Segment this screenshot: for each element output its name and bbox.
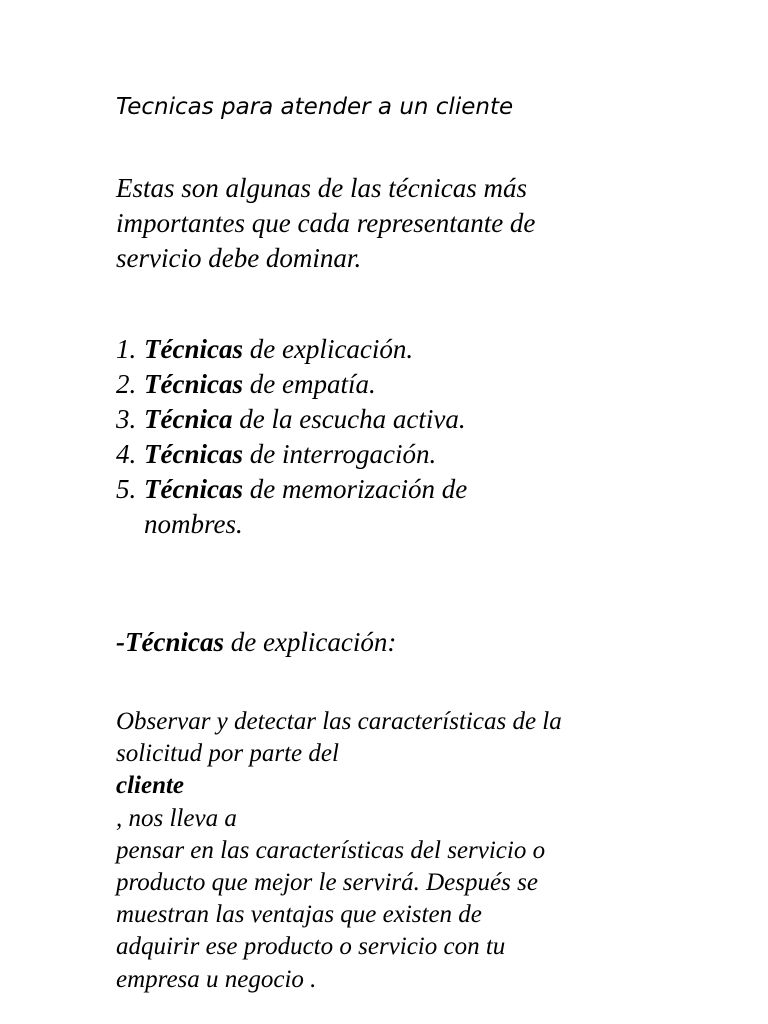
paragraph-line: muestran las ventajas que existen de [116,901,482,929]
list-number: 3. [116,404,137,434]
paragraph-text: solicitud por parte del [116,740,339,768]
list-item-text: de memorización de [242,474,468,504]
paragraph-text: , nos lleva a [116,804,237,832]
document-title: Tecnicas para atender a un cliente [116,94,514,120]
paragraph-line: pensar en las características del servicio o [116,836,546,864]
list-item [116,437,467,472]
paragraph-line: Observar y detectar las características de la [116,708,562,735]
list-item-bold: Técnica [144,404,233,434]
section-heading-bold: -Técnicas [116,627,224,657]
list-item-text: de interrogación. [242,439,437,469]
list-item-text: de la escucha activa. [232,404,466,434]
list-item [116,367,467,402]
list-item-bold: Técnicas [144,334,243,364]
list-item-bold: Técnicas [144,439,243,469]
list-number: 5. [116,474,137,504]
section-heading-text: de explicación: [223,627,397,657]
intro-line: servicio debe dominar. [116,243,362,273]
list-item-text: de explicación. [242,334,414,364]
list-item-bold: Técnicas [144,369,243,399]
techniques-list [116,332,467,542]
list-item-text: de empatía. [242,369,376,399]
intro-line: Estas son algunas de las técnicas más [116,173,527,203]
intro-line: importantes que cada representante de [116,208,536,238]
list-item-bold: Técnicas [144,474,243,504]
list-number: 1. [116,334,137,364]
section-heading [116,624,396,660]
paragraph-bold: cliente [116,772,185,800]
list-item [116,402,467,437]
paragraph-line: producto que mejor le servirá. Después se [116,869,538,897]
list-number: 4. [116,439,137,469]
paragraph-line: adquirir ese producto o servicio con tu [116,933,506,961]
explanation-paragraph [116,706,676,996]
list-item [116,332,467,367]
intro-paragraph [116,171,656,276]
list-item [116,472,467,542]
list-item-continuation: nombres. [144,509,243,539]
paragraph-line: empresa u negocio . [116,965,317,993]
paragraph-line [116,738,676,835]
list-number: 2. [116,369,137,399]
